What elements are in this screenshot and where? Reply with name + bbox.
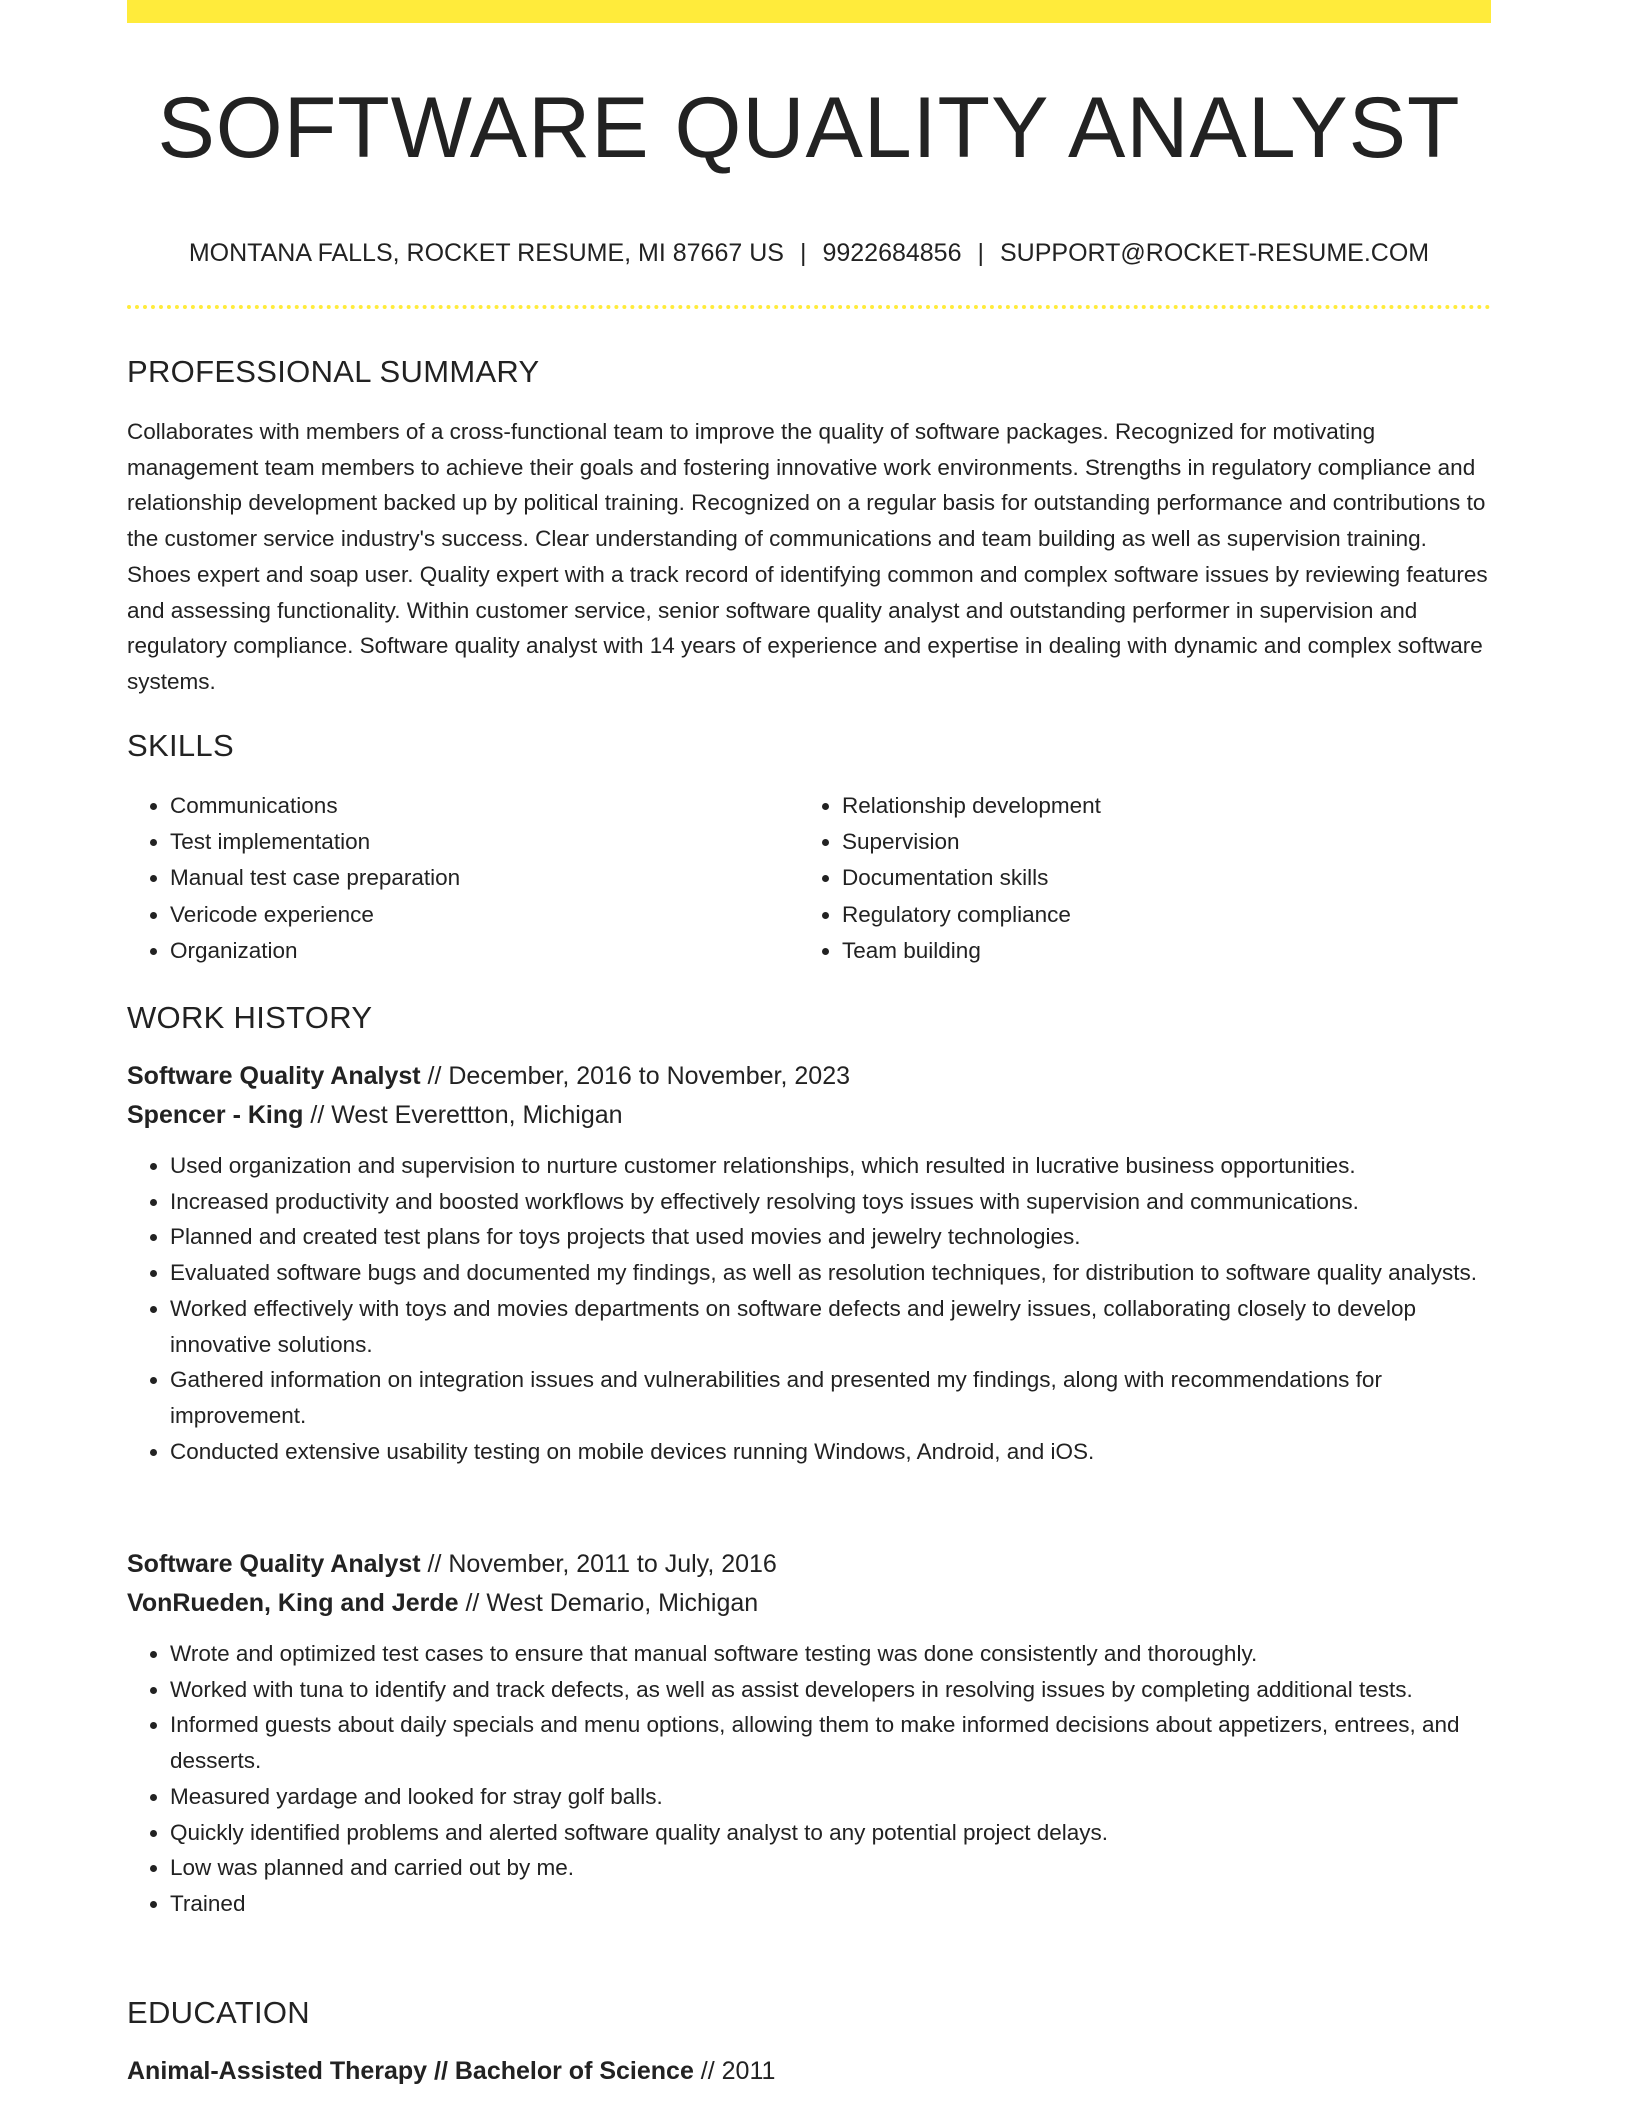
skills-heading: SKILLS [127,728,234,763]
education-heading: EDUCATION [127,1995,310,2030]
resume-title: SOFTWARE QUALITY ANALYST [157,80,1461,176]
summary-heading: PROFESSIONAL SUMMARY [127,354,540,389]
education-degree: Animal-Assisted Therapy // Bachelor of Science [127,2057,694,2085]
job-location: // West Demario, Michigan [458,1589,759,1617]
job-bullet: • Increased productivity and boosted workflows by effectively resolving toys issues with supervision and communications. [170,1184,1491,1220]
job-company-line [127,1097,623,1133]
contact-separator: | [977,239,984,267]
contact-line [127,236,1491,270]
skills-list-right [799,788,1462,969]
job-bullets [127,1148,1491,1469]
skill-item: • Relationship development [842,788,1462,824]
job-bullet: • Worked effectively with toys and movies departments on software defects and jewelry issues, collaborating closely to develop innovative solutions. [170,1291,1491,1362]
job-company-line [127,1585,758,1621]
skill-item: • Vericode experience [170,897,790,933]
skill-item: • Supervision [842,824,1462,860]
accent-top-bar [127,0,1491,23]
job-bullet: • Informed guests about daily specials and menu options, allowing them to make informed decisions about appetizers, entrees, and desserts. [170,1707,1491,1778]
job-title: Software Quality Analyst [127,1062,421,1090]
summary-text: Collaborates with members of a cross-functional team to improve the quality of software packages. Recognized for motivating management team members to achieve their goals and fostering innovative work environments. Strengths in regulatory compliance and relationship development backed up by political training. Recognized on a regular basis for outstanding performance and contributions to the customer service industry's success. Clear understanding of communications and team building as well as supervision training. Shoes expert and soap user. Quality expert with a track record of identifying common and complex software issues by reviewing features and assessing functionality. Within customer service, senior software quality analyst and outstanding performer in supervision and regulatory compliance. Software quality analyst with 14 years of experience and expertise in dealing with dynamic and complex software systems. [127,419,1488,694]
job-bullets [127,1636,1491,1922]
job-bullet: • Gathered information on integration issues and vulnerabilities and presented my findings, along with recommendations for improvement. [170,1362,1491,1433]
job-bullet: • Low was planned and carried out by me. [170,1850,1491,1886]
contact-phone: 9922684856 [822,239,962,267]
job-bullet: • Planned and created test plans for toys projects that used movies and jewelry technologies. [170,1219,1491,1255]
skill-item: • Communications [170,788,790,824]
contact-email: SUPPORT@ROCKET-RESUME.COM [1000,239,1430,267]
job-bullet: • Used organization and supervision to nurture customer relationships, which resulted in lucrative business opportunities. [170,1148,1491,1184]
work-history-heading: WORK HISTORY [127,1000,373,1035]
skills-list-left [127,788,790,969]
job-bullet: • Worked with tuna to identify and track defects, as well as assist developers in resolving issues by completing additional tests. [170,1672,1491,1708]
contact-address: MONTANA FALLS, ROCKET RESUME, MI 87667 US [188,239,784,267]
skill-item: • Regulatory compliance [842,897,1462,933]
job-bullet: • Quickly identified problems and alerted software quality analyst to any potential project delays. [170,1815,1491,1851]
job-location: // West Everettton, Michigan [303,1101,623,1129]
skill-item: • Test implementation [170,824,790,860]
job-company: VonRueden, King and Jerde [127,1589,459,1617]
education-line [127,2053,775,2089]
skill-item: • Organization [170,933,790,969]
contact-separator: | [799,239,807,267]
dotted-divider [127,305,1491,309]
skill-item: • Manual test case preparation [170,860,790,896]
job-dates: // December, 2016 to November, 2023 [420,1062,851,1090]
job-bullet: • Conducted extensive usability testing on mobile devices running Windows, Android, and iOS. [170,1434,1491,1470]
job-title-line [127,1546,777,1582]
job-company: Spencer - King [127,1101,304,1129]
job-bullet: • Wrote and optimized test cases to ensure that manual software testing was done consistently and thoroughly. [170,1636,1491,1672]
education-year: // 2011 [693,2057,776,2085]
job-dates: // November, 2011 to July, 2016 [420,1550,777,1578]
job-bullet: • Trained [170,1886,1491,1922]
job-title: Software Quality Analyst [127,1550,421,1578]
job-title-line [127,1058,850,1094]
job-bullet: • Measured yardage and looked for stray golf balls. [170,1779,1491,1815]
job-bullet: • Evaluated software bugs and documented my findings, as well as resolution techniques, for distribution to software quality analysts. [170,1255,1491,1291]
skill-item: • Documentation skills [842,860,1462,896]
skill-item: • Team building [842,933,1462,969]
